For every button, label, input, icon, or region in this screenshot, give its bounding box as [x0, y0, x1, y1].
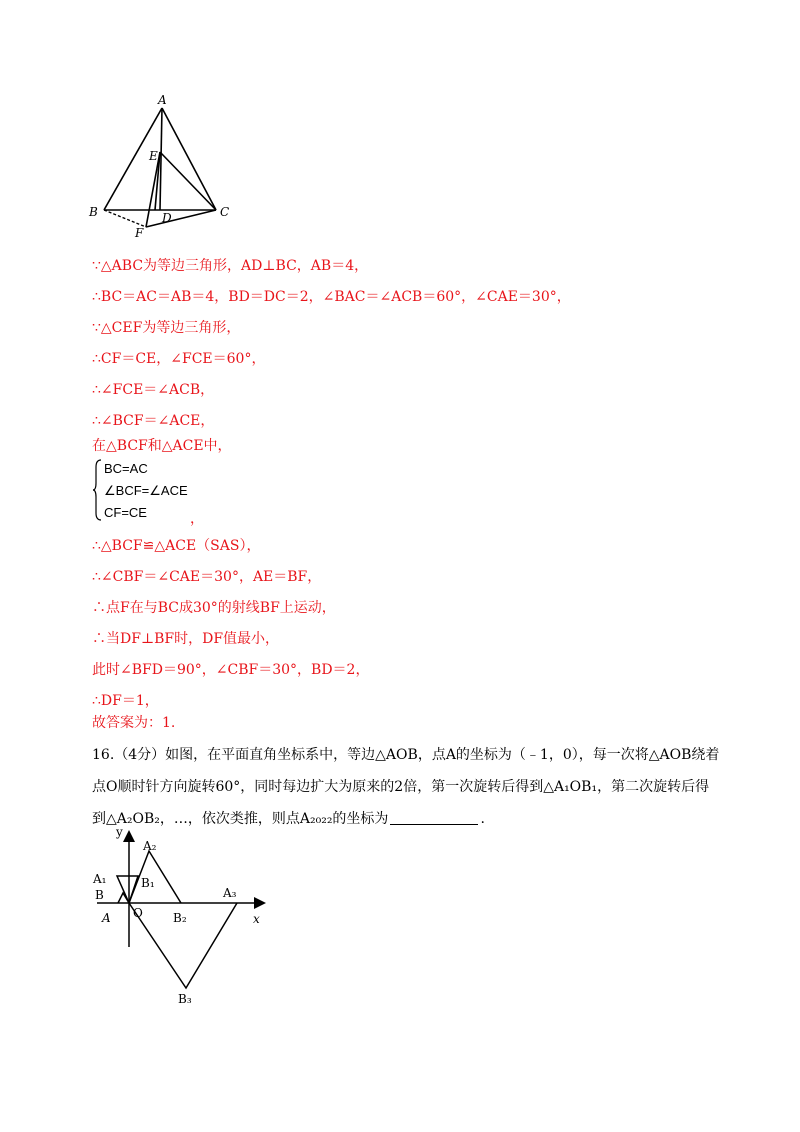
figure-triangle-abc — [85, 90, 235, 240]
equation-3: CF=CE — [104, 505, 147, 520]
label-b3: B₃ — [178, 992, 192, 1006]
label-x: x — [253, 912, 260, 926]
label-b2: B₂ — [173, 911, 187, 925]
label-e: E — [149, 149, 158, 163]
solution-line-11: ∴当DF⊥BF时，DF值最小， — [92, 631, 280, 647]
label-b1: B₁ — [141, 876, 155, 890]
label-a1: A₁ — [93, 872, 107, 886]
system-comma: ， — [190, 511, 204, 527]
label-a: A — [158, 93, 167, 107]
label-c: C — [220, 205, 230, 219]
problem-16-line-2: 点O顺时针方向旋转60°，同时每边扩大为原来的2倍，第一次旋转后得到△A₁OB₁，第二次旋转后得 — [92, 779, 710, 795]
label-a: A — [102, 911, 111, 925]
triangle-a2-o-b2 — [129, 851, 181, 903]
solution-line-6: ∴∠BCF＝∠ACE， — [92, 413, 215, 429]
solution-line-9: ∴∠CBF＝∠CAE＝30°，AE＝BF， — [92, 569, 322, 585]
problem-16-line-3-text: 到△A₂OB₂，…，依次类推，则点A₂₀₂₂的坐标为 — [92, 811, 389, 827]
solution-line-2: ∴BC＝AC＝AB＝4，BD＝DC＝2，∠BAC＝∠ACB＝60°，∠CAE＝30°， — [92, 289, 571, 305]
segment-ac — [162, 108, 216, 210]
solution-line-8: ∴△BCF≌△ACE（SAS）， — [92, 538, 261, 554]
equation-2: ∠BCF=∠ACE — [104, 483, 188, 498]
solution-line-4: ∴CF＝CE，∠FCE＝60°， — [92, 351, 266, 367]
solution-line-1: ∵△ABC为等边三角形，AD⊥BC，AB＝4， — [92, 258, 369, 274]
answer-line: 故答案为：1. — [92, 715, 176, 731]
label-b: B — [89, 205, 98, 219]
label-d: D — [162, 211, 172, 225]
label-a3: A₃ — [223, 886, 237, 900]
solution-line-3: ∵△CEF为等边三角形， — [92, 320, 241, 336]
label-f: F — [135, 226, 144, 240]
solution-line-13: ∴DF＝1， — [92, 693, 159, 709]
segment-ef — [146, 152, 160, 227]
label-a2: A₂ — [143, 839, 157, 853]
label-b: B — [95, 888, 104, 902]
figure-coordinate-plane — [85, 825, 275, 1010]
equation-1: BC=AC — [104, 461, 148, 476]
solution-line-5: ∴∠FCE＝∠ACB， — [92, 382, 215, 398]
segment-bf-dashed — [104, 210, 146, 227]
problem-16-period: . — [480, 811, 485, 827]
answer-blank[interactable] — [390, 810, 478, 825]
segment-ad — [160, 108, 162, 210]
solution-line-7: 在△BCF和△ACE中， — [92, 438, 232, 454]
solution-line-10: ∴点F在与BC成30°的射线BF上运动， — [92, 600, 336, 616]
left-brace-icon — [92, 459, 102, 521]
label-o: O — [133, 906, 143, 920]
segment-ec — [160, 152, 216, 210]
solution-line-12: 此时∠BFD＝90°，∠CBF＝30°，BD＝2， — [92, 662, 370, 678]
label-y: y — [116, 825, 123, 839]
segment-fc — [146, 210, 216, 227]
problem-16-line-1: 16.（4分）如图，在平面直角坐标系中，等边△AOB，点A的坐标为（﹣1，0），每一次将△AOB绕着 — [92, 747, 720, 763]
